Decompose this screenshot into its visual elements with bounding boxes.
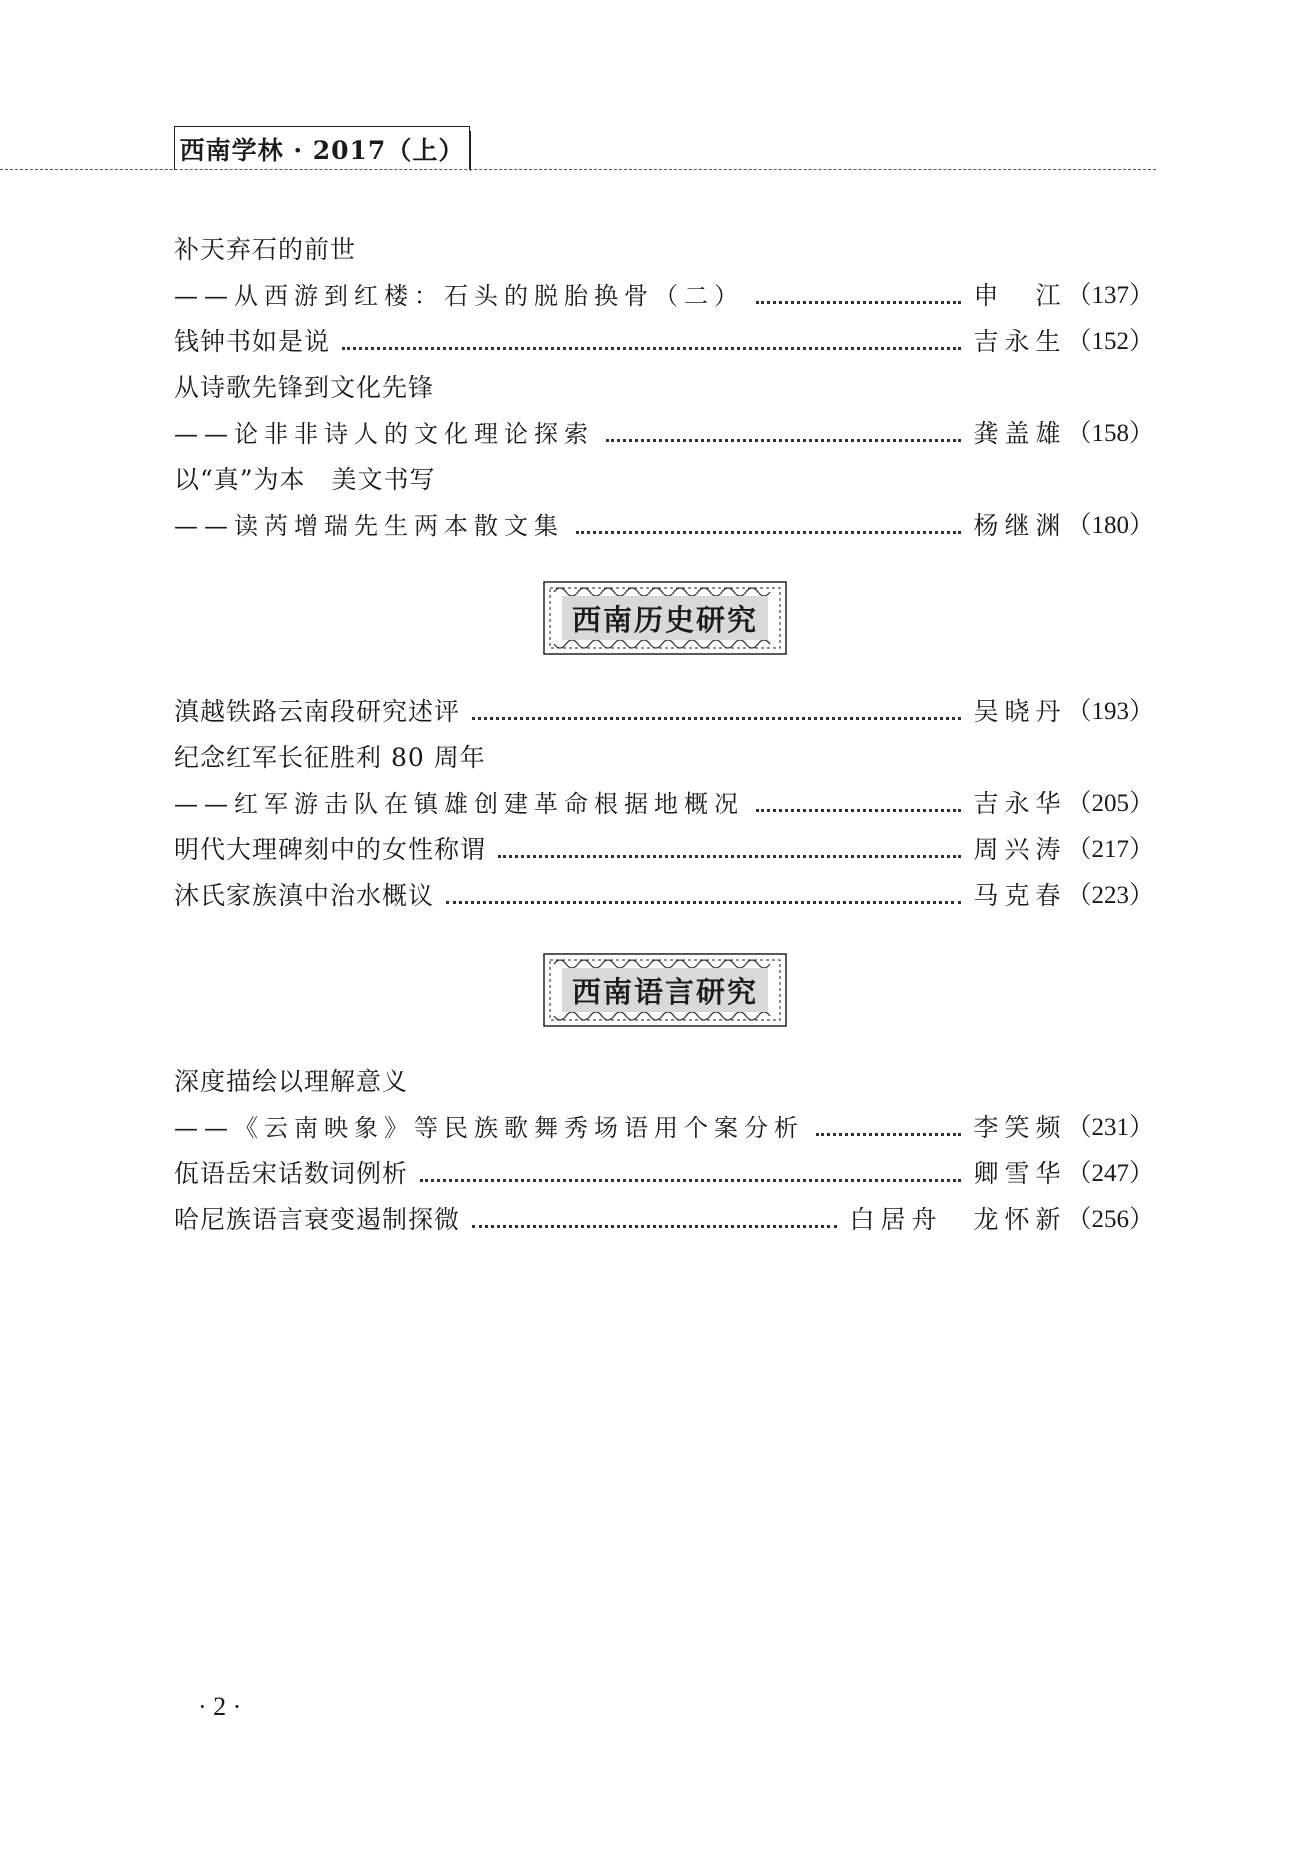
toc-entry-author: 吴晓丹 xyxy=(973,697,1067,726)
toc-entry[interactable] xyxy=(174,784,1154,824)
toc-entry-page: （152） xyxy=(1066,328,1154,355)
toc-entry[interactable] xyxy=(174,322,1154,362)
toc-entry[interactable] xyxy=(174,276,1154,316)
toc-entry-title: 深度描绘以理解意义 xyxy=(174,1067,409,1096)
toc-entry-title: 补天弃石的前世 xyxy=(174,235,357,264)
toc-entry-author: 吉永华 xyxy=(973,789,1067,818)
toc-entry-author: 卿雪华 xyxy=(973,1159,1067,1188)
dot-leader xyxy=(446,901,961,904)
toc-entry-title: 佤语岳宋话数词例析 xyxy=(174,1159,409,1188)
dot-leader xyxy=(342,347,961,350)
toc-entry-title: 沐氏家族滇中治水概议 xyxy=(174,881,435,910)
dot-leader xyxy=(576,531,961,534)
toc-entry-page: （256） xyxy=(1066,1206,1154,1233)
toc-entry-author: 龚盖雄 xyxy=(973,419,1067,448)
running-header-title: 西南学林 · 2017（上） xyxy=(179,135,465,165)
section-title: 西南语言研究 xyxy=(562,968,768,1012)
toc-entry-page: （231） xyxy=(1066,1114,1154,1141)
toc-entry-subtitle: ——从西游到红楼：石头的脱胎换骨（二） xyxy=(174,282,744,310)
toc-entry[interactable] xyxy=(174,230,1154,270)
toc-entry[interactable] xyxy=(174,506,1154,546)
toc-entry-title: 以“真”为本 美文书写 xyxy=(174,465,436,494)
toc-entry-author: 白居舟 龙怀新 xyxy=(849,1205,1067,1234)
dot-leader xyxy=(756,809,961,812)
toc-entry[interactable] xyxy=(174,738,1154,778)
toc-entry[interactable] xyxy=(174,692,1154,732)
toc-entry-title: 纪念红军长征胜利 80 周年 xyxy=(174,743,486,772)
toc-entry[interactable] xyxy=(174,368,1154,408)
toc-entry[interactable] xyxy=(174,1108,1154,1148)
toc-entry-author: 李笑频 xyxy=(973,1113,1067,1142)
toc-entry-page: （193） xyxy=(1066,698,1154,725)
toc-entry-page: （223） xyxy=(1066,882,1154,909)
toc-entry[interactable] xyxy=(174,1062,1154,1102)
dot-leader xyxy=(472,1225,837,1228)
dot-leader xyxy=(498,855,961,858)
toc-entry[interactable] xyxy=(174,1154,1154,1194)
toc-entry[interactable] xyxy=(174,1200,1154,1240)
toc-entry-page: （217） xyxy=(1066,836,1154,863)
page-number: · 2 · xyxy=(198,1692,242,1721)
section-heading-language xyxy=(540,950,790,1030)
toc-entry-author: 杨继渊 xyxy=(973,511,1067,540)
toc-entry-page: （180） xyxy=(1066,512,1154,539)
toc-entry[interactable] xyxy=(174,830,1154,870)
section-title: 西南历史研究 xyxy=(562,596,768,640)
toc-entry-page: （137） xyxy=(1066,282,1154,309)
toc-entry-subtitle: ——《云南映象》等民族歌舞秀场语用个案分析 xyxy=(174,1114,804,1142)
toc-entry-title: 从诗歌先锋到文化先锋 xyxy=(174,373,435,402)
section-heading-history xyxy=(540,578,790,658)
toc-entry[interactable] xyxy=(174,876,1154,916)
toc-entry-subtitle: ——论非非诗人的文化理论探索 xyxy=(174,420,594,448)
dot-leader xyxy=(472,717,961,720)
toc-entry-subtitle: ——红军游击队在镇雄创建革命根据地概况 xyxy=(174,790,744,818)
running-header xyxy=(174,126,470,170)
header-dashed-rule xyxy=(0,169,1156,170)
toc-entry-page: （247） xyxy=(1066,1160,1154,1187)
toc-entry-author: 申 江 xyxy=(973,281,1067,310)
dot-leader xyxy=(606,439,961,442)
toc-entry-author: 周兴涛 xyxy=(973,835,1067,864)
toc-entry-title: 钱钟书如是说 xyxy=(174,327,331,356)
toc-entry-title: 滇越铁路云南段研究述评 xyxy=(174,697,461,726)
toc-entry[interactable] xyxy=(174,414,1154,454)
toc-entry-title: 哈尼族语言衰变遏制探微 xyxy=(174,1205,461,1234)
dot-leader xyxy=(756,301,961,304)
toc-entry-author: 马克春 xyxy=(973,881,1067,910)
toc-entry-title: 明代大理碑刻中的女性称谓 xyxy=(174,835,487,864)
toc-entry-page: （158） xyxy=(1066,420,1154,447)
toc-entry-page: （205） xyxy=(1066,790,1154,817)
dot-leader xyxy=(420,1179,961,1182)
toc-entry-subtitle: ——读芮增瑞先生两本散文集 xyxy=(174,512,564,540)
toc-entry-author: 吉永生 xyxy=(973,327,1067,356)
dot-leader xyxy=(816,1133,961,1136)
toc-entry[interactable] xyxy=(174,460,1154,500)
